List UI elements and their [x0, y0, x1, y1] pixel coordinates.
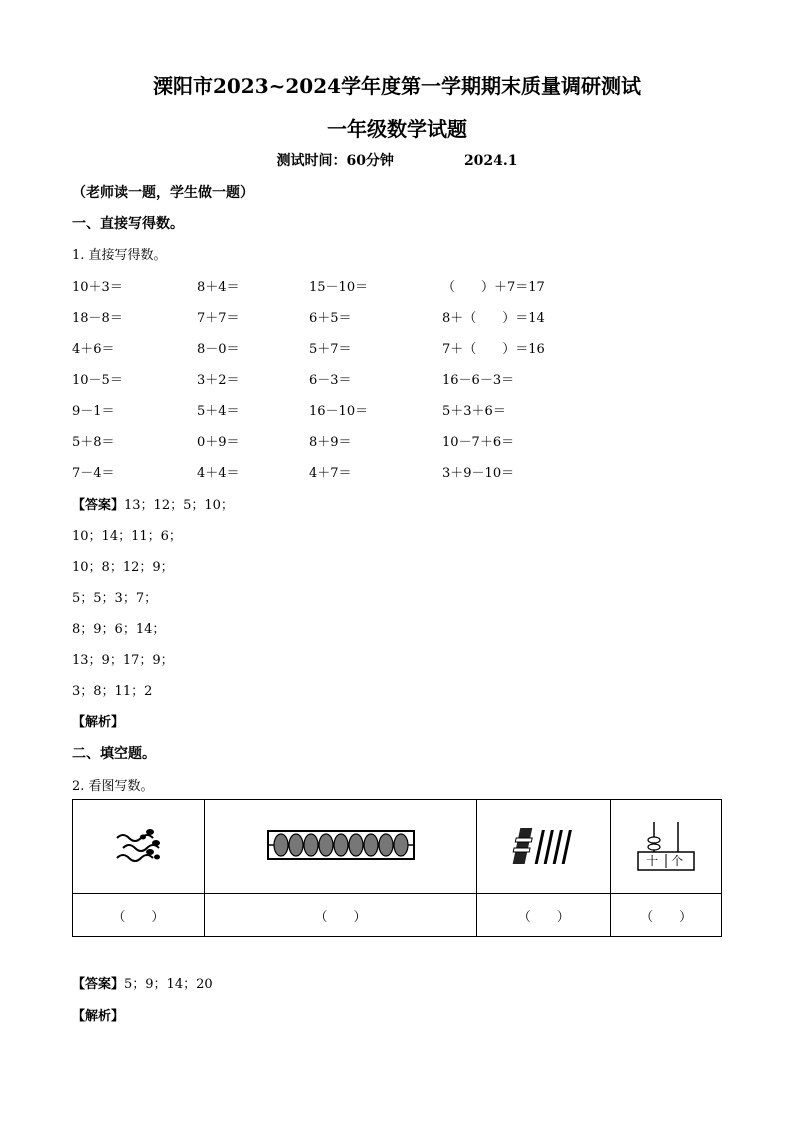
answer-line-7: 3；8；11；2 [72, 684, 153, 699]
section2-analysis-tag: 【解析】 [72, 1009, 125, 1024]
test-time: 测试时间：60分钟 [276, 153, 394, 169]
arithmetic-item: 5＋7＝ [309, 342, 352, 357]
stick-bundle-picture [504, 820, 584, 870]
answer-tag: 【答案】 [72, 977, 125, 992]
analysis-tag: 【解析】 [72, 715, 125, 730]
arithmetic-item: 15－10＝ [309, 280, 369, 295]
arithmetic-item: 4＋4＝ [197, 466, 240, 481]
picture-sticks [477, 800, 611, 894]
arithmetic-item: 10－7＋6＝ [442, 435, 515, 450]
question-2: 2. 看图写数。 [72, 779, 154, 794]
answer-text: 13；12；5；10； [124, 498, 234, 513]
blank-3[interactable]: （ ） [477, 894, 611, 937]
arithmetic-item: 3＋9－10＝ [442, 466, 515, 481]
page-title: 溧阳市2023~2024学年度第一学期期末质量调研测试 [152, 74, 642, 98]
answer-line-5: 8；9；6；14； [72, 622, 166, 637]
section2-heading: 二、填空题。 [72, 746, 156, 762]
blank-4[interactable]: （ ） [611, 894, 722, 937]
arithmetic-item: 4＋6＝ [72, 342, 115, 357]
picture-beads [204, 800, 477, 894]
section2-answer [72, 973, 213, 992]
test-date: 2024.1 [463, 153, 518, 169]
instruction: （老师读一题，学生做一题） [72, 185, 254, 201]
answer-text: 5；9；14；20 [124, 977, 213, 992]
arithmetic-item: 5＋8＝ [72, 435, 115, 450]
arithmetic-item: 7＋（ ）＝16 [442, 342, 545, 357]
blank-1[interactable]: （ ） [73, 894, 205, 937]
page-subtitle: 一年级数学试题 [327, 117, 467, 141]
arithmetic-item: 4＋7＝ [309, 466, 352, 481]
arithmetic-item: 6－3＝ [309, 373, 352, 388]
answer-line-4: 5；5；3；7； [72, 591, 158, 606]
arithmetic-item: 7－4＝ [72, 466, 115, 481]
arithmetic-item: 10＋3＝ [72, 280, 123, 295]
arithmetic-item: 8－0＝ [197, 342, 240, 357]
question-1: 1. 直接写得数。 [72, 248, 167, 263]
arithmetic-item: 16－10＝ [309, 404, 369, 419]
arithmetic-item: 5＋4＝ [197, 404, 240, 419]
abacus [636, 820, 696, 874]
arithmetic-item: 3＋2＝ [197, 373, 240, 388]
answer-line-1 [72, 494, 234, 513]
answer-line-6: 13；9；17；9； [72, 653, 174, 668]
picture-table [72, 799, 722, 937]
abacus-tens-label: 十 [646, 853, 659, 868]
arithmetic-item: 8＋4＝ [197, 280, 240, 295]
arithmetic-item: （ ）＋7＝17 [442, 280, 545, 295]
abacus-frame [636, 820, 696, 874]
answer-line-3: 10；8；12；9； [72, 560, 174, 575]
arithmetic-item: 9－1＝ [72, 404, 115, 419]
arithmetic-item: 10－5＝ [72, 373, 123, 388]
answer-line-2: 10；14；11；6； [72, 529, 182, 544]
arithmetic-item: 16－6－3＝ [442, 373, 515, 388]
answer-tag: 【答案】 [72, 498, 125, 513]
picture-fish [73, 800, 205, 894]
abacus-ones-label: 个 [671, 853, 684, 868]
arithmetic-item: 7＋7＝ [197, 311, 240, 326]
test-info [0, 150, 794, 170]
arithmetic-item: 0＋9＝ [197, 435, 240, 450]
blank-2[interactable]: （ ） [204, 894, 477, 937]
arithmetic-item: 5＋3＋6＝ [442, 404, 506, 419]
arithmetic-item: 8＋（ ）＝14 [442, 311, 545, 326]
bead-string-picture [266, 827, 416, 863]
arithmetic-item: 6＋5＝ [309, 311, 352, 326]
picture-abacus [611, 800, 722, 894]
arithmetic-item: 8＋9＝ [309, 435, 352, 450]
arithmetic-item: 18－8＝ [72, 311, 123, 326]
section1-heading: 一、直接写得数。 [72, 216, 184, 232]
tadpoles-picture [103, 820, 173, 870]
